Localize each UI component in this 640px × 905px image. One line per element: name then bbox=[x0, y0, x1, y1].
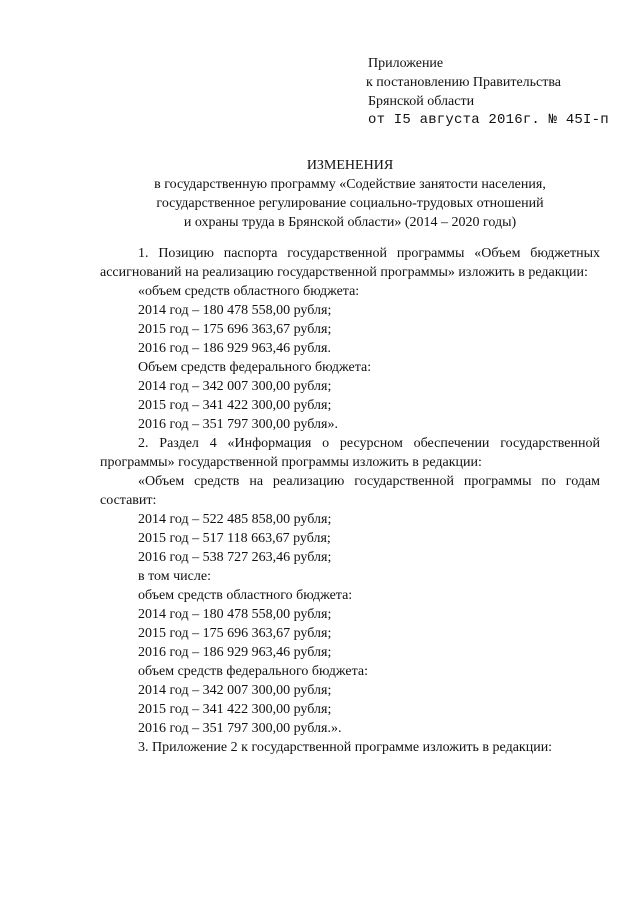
title-heading: ИЗМЕНЕНИЯ bbox=[306, 158, 394, 173]
document-body bbox=[100, 244, 600, 757]
paragraph-2-intro: «Объем средств на реализацию государственной программы по годам составит: bbox=[100, 474, 600, 508]
paragraph-1: 1. Позицию паспорта государственной программы «Объем бюджетных ассигнований на реализацию государственной программы» изложить в редакции: bbox=[100, 246, 600, 280]
p2-line: объем средств федерального бюджета: bbox=[138, 664, 369, 679]
p1-line: 2015 год – 341 422 300,00 рубля; bbox=[138, 398, 332, 413]
p1-line: Объем средств федерального бюджета: bbox=[138, 360, 372, 375]
title-line-2: государственное регулирование социально-трудовых отношений bbox=[156, 196, 544, 211]
p1-line: «объем средств областного бюджета: bbox=[138, 284, 360, 299]
p1-line: 2016 год – 186 929 963,46 рубля. bbox=[138, 341, 331, 356]
p2-line: 2015 год – 341 422 300,00 рубля; bbox=[138, 702, 332, 717]
p2-line: 2016 год – 538 727 263,46 рубля; bbox=[138, 550, 332, 565]
title-line-3: и охраны труда в Брянской области» (2014 – 2020 годы) bbox=[183, 215, 517, 230]
p2-line: 2015 год – 175 696 363,67 рубля; bbox=[138, 626, 332, 641]
p2-line: объем средств областного бюджета: bbox=[138, 588, 353, 603]
p2-line: 2015 год – 517 118 663,67 рубля; bbox=[138, 531, 331, 546]
p2-line: 2014 год – 522 485 858,00 рубля; bbox=[138, 512, 332, 527]
p2-line: в том числе: bbox=[138, 569, 211, 584]
paragraph-3: 3. Приложение 2 к государственной программе изложить в редакции: bbox=[138, 740, 553, 755]
appendix-header bbox=[368, 54, 609, 130]
paragraph-2: 2. Раздел 4 «Информация о ресурсном обеспечении государственной программы» государственной программы изложить в редакции: bbox=[100, 436, 600, 470]
p2-line: 2014 год – 342 007 300,00 рубля; bbox=[138, 683, 332, 698]
document-title bbox=[100, 156, 600, 232]
appendix-region: Брянской области bbox=[368, 94, 475, 109]
p2-line: 2016 год – 351 797 300,00 рубля.». bbox=[138, 721, 342, 736]
p1-line: 2015 год – 175 696 363,67 рубля; bbox=[138, 322, 332, 337]
p1-line: 2014 год – 180 478 558,00 рубля; bbox=[138, 303, 332, 318]
p1-line: 2016 год – 351 797 300,00 рубля». bbox=[138, 417, 338, 432]
appendix-label: Приложение bbox=[368, 56, 444, 71]
p2-line: 2014 год – 180 478 558,00 рубля; bbox=[138, 607, 332, 622]
appendix-date-number: от I5 августа 2016г. № 45I-п bbox=[368, 112, 609, 128]
title-line-1: в государственную программу «Содействие занятости населения, bbox=[154, 177, 546, 192]
p2-line: 2016 год – 186 929 963,46 рубля; bbox=[138, 645, 332, 660]
p1-line: 2014 год – 342 007 300,00 рубля; bbox=[138, 379, 332, 394]
appendix-resolution: к постановлению Правительства bbox=[366, 75, 562, 90]
